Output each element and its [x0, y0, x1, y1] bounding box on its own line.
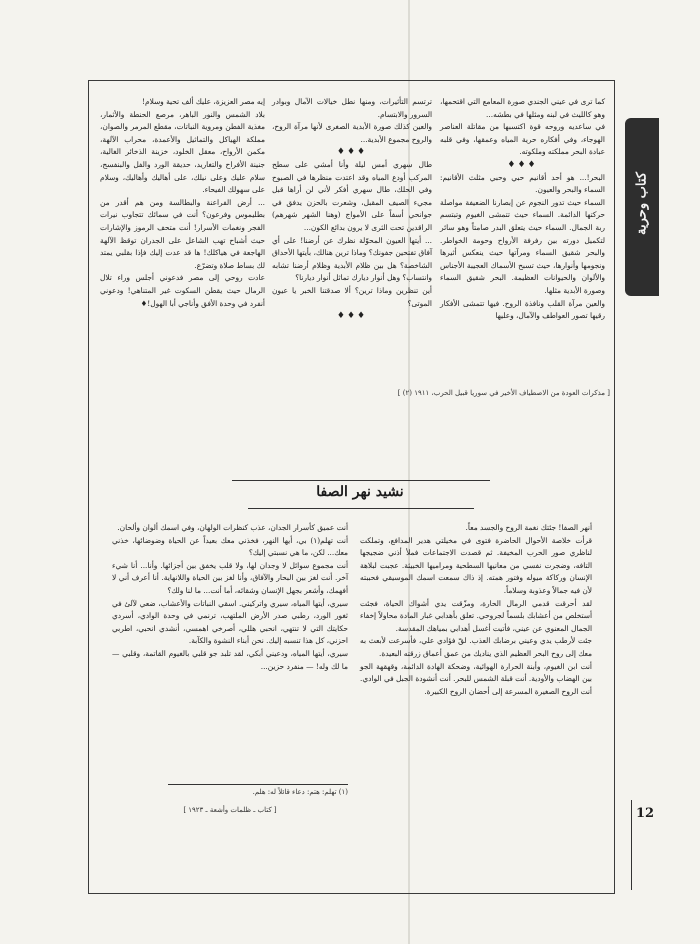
paragraph: قرأت خلاصة الأحوال الحاضرة فتوى في مخيلتي هدير المدافع، وتملكت لناظري صور الحرب المخيفة. ثم قصدت الاجتماعات فملأ أذني ضجيجها التافه، وضجرت نفسي من معانيها السطحية ومراميها الخبيثة. عجبت لبلاهة الإنسان وركاكة ميوله وفتور همته. إذ ذاك سمعت اسمك الموسيقي فحببته لأن فيه جمالاً وعذوبة وسلاماً. — [360, 535, 592, 595]
poem-title: نشيد نهر الصفا — [316, 484, 404, 500]
paragraph: جئت لأرطب يدي وعيني برضابك العذب. لقّ فؤادي علي، فأسرعت لأبعث به معك إلى روح البحر العظيم الذي يناديك من عمق أعماق زرقته البعيدة. — [360, 636, 592, 658]
bottom-article-source: [ كتاب ـ ظلمات وأشعة ـ ١٩٢٣ ] — [183, 806, 277, 814]
paragraph: إيه مصر العزيزة، عليك ألف تحية وسلام! — [142, 97, 265, 106]
paragraph: عادت روحي إلى مصر فدعوني أجلس وراء تلال الرمال حيث يقطن السكوت غير المتناهي! ودعوني أنفرد في وحدة الأفق وأناجي أبا الهول!♦ — [100, 273, 265, 308]
top-article-source: [ مذكرات العودة من الاصطياف الأخير في سوريا قبيل الحرب، ١٩١١ (٢) ] — [397, 389, 610, 397]
paragraph: والعين مرآة القلب ونافذة الروح. فيها تتمشى الأفكار رقيها تصور العواطف والآمال، وعليها — [440, 298, 605, 321]
footnote: (١) تهلم: هتم: دعاء قائلاً له: هلم. — [252, 788, 348, 796]
separator: ♦♦♦ — [507, 159, 538, 170]
paragraph: سيري، أيتها المياه، سيري واتركيني. اسقي النباتات والأعشاب، ضعي لآلئ في ثغور الورد، رطبي صدر الأرض الملتهب، ترنمي في وحدة الوادي، أسردي حكايتك التي لا تنتهي، انحبي هللي، أصرخي اهمسي، أنشدي انحبي، اطربي احزني، كل هذا تنسبه إليك. نحن أبناء النشوة والكآبة. — [112, 598, 348, 646]
paragraph: في ساعديه وروحه قوة اكتسبها من مقاتلة العناصر الهوجاء، وفي أفكاره حرية المياه وعمقها، وفي قلبه عبادة البحر مملكته وملكوته. — [440, 122, 605, 157]
top-column-3 — [100, 96, 265, 376]
paragraph: أنت مجموع سوائل لا وجدان لها، ولا قلب يخفق بين أجزائها. وأنا... أنا شيء آخر. أنت لغز بين البحار والآفاق، وأنا لغز بين الحياة واللانهاية. أنا أعرف أني لا أفهمك، وأشعر بجهل الإنسان وشقائه، أما أنت... ما لنا ولك؟ — [112, 560, 348, 595]
section-tab-label: كتاب وحرية — [634, 172, 650, 235]
paragraph: والعين كذلك صورة الأبدية الصغرى لأنها مرآة الروح، والروح مجموع الأبدية... — [272, 122, 432, 144]
title-rule-top — [232, 480, 490, 481]
bottom-column-2 — [112, 522, 348, 782]
paragraph: بلاد الشمس والنور الباهر، مرصع الحنطة والأثمار، مغذية الفطن ومروية النباتات، مقطع المرمر والصوان، مملكة الهياكل والتماثيل والأعمدة، محراب الآلهة، مكمن الأرواح، معقل الخلود، خزينة الذخائر الغالية، جنينة الأفراح والتغاريد، حديقة الورد والفل والبنفسج، سلام عليك وعلى نيلك، على أهاليك وأهاليك، وسلام على سهولك الفيحاء. — [100, 109, 265, 195]
separator: ♦♦♦ — [336, 311, 368, 322]
paragraph: ترتسم التأثيرات، ومنها نطل خيالات الآمال وبوادر السرور والابتسام. — [272, 97, 432, 119]
paragraph: أنت تهلم(١) بي، أيها النهر، فخذني معك بعيداً عن الحياة وضوضائها، خذني معك... لكن، ما هي نسبتي إليك؟ — [112, 535, 349, 558]
top-column-2 — [272, 96, 432, 376]
footnote-rule — [168, 784, 348, 785]
paragraph: أنت ابن الغيوم، وأبنة الحرارة الهوائية، وضحكة الهادة الدائمة، وقهقهة الجو بين الهضاب والأودية. أنت قبلة الشمس للبحر. أنت أنشودة الجبل في الوادي. أنت الروح الصغيرة المسرعة إلى أحضان الروح الكبيرة. — [360, 661, 592, 696]
paragraph: لقد أحرقت قدمي الرمال الحارة، ومزّقت يدي أشواك الحياة، فجئت أستخلص من أعشابك بلسماً لجروحي. تعلق بأهدابي غبار المادة محاولاً إخفاء الجمال المعنوي عن عيني، فأتيت أغسل أهدابي بمياهك المقدسة. — [360, 598, 592, 633]
paragraph: أنت عميق كأسرار الجدان، عذب كنظرات الولهان، وفي اسمك ألوان وألحان. — [117, 523, 348, 532]
paragraph: طال سهري أمس ليلة وأنا أمشي على سطح المركب أودع المياه وقد اعتدت منظرها في الصبوح وفي الحلك، طال سهري أفكر لأني لن أراها قبل مجيء الصيف المقبل، وشعرت بالحزن يدفق في جوانحي أسفاً على الأمواج (وهنا الشهر شهرهم) الراقدين تحت الثرى لا يرون بدائع الكون... — [272, 159, 432, 232]
title-rule-bottom — [248, 508, 474, 509]
page-number: 12 — [636, 806, 655, 821]
paragraph: ... أيتها العيون المحوّلة نظرك عن أرضنا! على أي آفاق تفتحين جفونك؟ وماذا ترين هنالك، بأيتها الأحداق الشاخصة؟ هل بين ظلام الأبدية وظلام أرضنا تشابه وانتساب؟ وهل أنوار ديارك تماثل أنوار ديارنا؟ — [272, 235, 432, 283]
paragraph: أين تنظرين وماذا ترين؟ ألا صدقتنا الخبر يا عيون الموتى؟ — [272, 285, 432, 308]
separator: ♦♦♦ — [336, 147, 368, 158]
page-number-rule — [631, 800, 632, 890]
top-column-1 — [440, 96, 605, 376]
paragraph: أنهر الصفا! جئتك نغمة الروح والجسد معاً. — [465, 523, 592, 532]
paragraph: السماء حيث تدور النجوم عن إبصارنا الضعيفة مواصلة حركتها الدائمة. السماء حيث تتمشى الغيوم وتبتسم ربة الجمال. السماء حيث يتعلق البدر صامتاً وهو سائر لتكميل دورته بين رفرفة الأرواح وحومة الخواطر. والبحر شقيق السماء ومرآتها حيث ينعكس أثيرها ونجومها وأنوارها، حيث تسبح الأسماك العجيبة الأجناس والألوان والحيوانات العظيمة. البحر شقيق السماء وصورة الأبدية مثلها. — [440, 197, 605, 295]
paragraph: كما ترى في عيني الجندي صورة المعامع التي اقتحمها، وهو كالليث في لبنه ومثلها في بطشه... — [440, 97, 605, 119]
bottom-column-1 — [360, 522, 592, 872]
paragraph: سيري، أيتها المياه، ودعيني أبكي، لقد تلبد جو قلبي بالغيوم القاتمة، وقلبي — ما لك وله! — منفرد حزين... — [112, 648, 348, 671]
paragraph: ... أرض الفراعنة والبطالسة ومن هم أقدر من بطليموس وفرعون؟ أنت في سمائك تتجاوب نيرات الفجر ونغمات الأسرار! أنت متحف الرموز والإشارات حيث أشباح تهب الشاعل على الجدران توقظ الآلهة الهاجعة في هياكلك! ها قد عدت إليك فإذا بقلبي يمتد لك بساط صلاة وتضرّع. — [100, 197, 265, 270]
paragraph: البحر!... هو أحد أقانيم حبي وحبي مثلث الأقانيم: السماء والبحر والعيون. — [440, 172, 605, 195]
section-tab — [625, 118, 659, 296]
